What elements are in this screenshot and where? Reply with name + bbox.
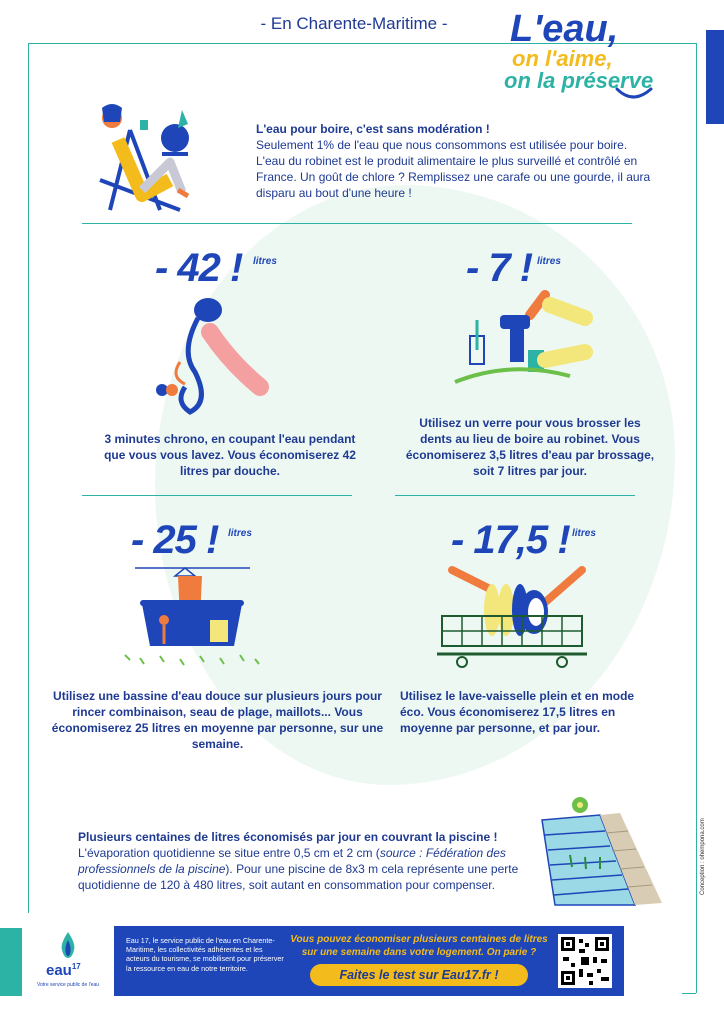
design-credit: Conception : ohempona.com bbox=[700, 818, 706, 895]
tip-3-value: - 25 ! bbox=[131, 518, 219, 562]
divider-middle-right bbox=[395, 495, 635, 496]
intro-title: L'eau pour boire, c'est sans modération ! bbox=[256, 122, 490, 136]
intro-text: Seulement 1% de l'eau que nous consommons est utilisée pour boire. L'eau du robinet est le produit alimentaire le plus surveillé et contrôlé en France. Un goût de chlore ? Remplissez une carafe ou une gourde, il aura disparu au bout d'une heure ! bbox=[256, 138, 651, 200]
eau17-logo bbox=[28, 928, 108, 994]
brand-side-bar bbox=[706, 30, 724, 124]
logo-wordmark bbox=[46, 962, 81, 979]
pool-illustration-icon bbox=[540, 795, 680, 915]
slogan bbox=[504, 8, 690, 93]
smile-swoosh-icon bbox=[615, 85, 655, 105]
eau17-test-button[interactable]: Faites le test sur Eau17.fr ! bbox=[310, 964, 528, 986]
pool-source: source : Fédération des professionnels de la piscine bbox=[78, 846, 506, 876]
tip-4-text: Utilisez le lave-vaisselle plein et en mode éco. Vous économiserez 17,5 litres en moyenne par personne, et par jour. bbox=[400, 689, 635, 735]
basin-illustration-icon bbox=[120, 560, 260, 670]
qr-code-icon bbox=[561, 937, 609, 985]
logo-tagline: Votre service public de l'eau bbox=[36, 982, 100, 988]
shower-illustration-icon bbox=[150, 292, 270, 422]
pool-section bbox=[78, 829, 548, 893]
slogan-line-3: on la préserve bbox=[504, 68, 654, 93]
frame-bottom-line bbox=[682, 993, 696, 994]
pool-text-2: ). Pour une piscine de 8x3 m cela représente une perte quotidienne de 120 à 480 litres, soit autant en consommation pour compenser. bbox=[78, 862, 519, 892]
water-drop-logo-icon bbox=[58, 930, 78, 960]
tip-1-text: 3 minutes chrono, en coupant l'eau pendant que vous vous lavez. Vous économiserez 42 litres par douche. bbox=[104, 432, 356, 478]
deckchair-illustration-icon bbox=[70, 100, 220, 220]
tip-4-unit: litres bbox=[572, 528, 596, 539]
qr-code[interactable] bbox=[558, 934, 612, 988]
tip-3-unit: litres bbox=[228, 528, 252, 539]
divider-middle-left bbox=[82, 495, 352, 496]
frame-right-line bbox=[696, 43, 697, 993]
slogan-line-1: L'eau, bbox=[510, 8, 619, 50]
tip-1-unit: litres bbox=[253, 256, 277, 267]
logo-number: 17 bbox=[71, 962, 81, 971]
tip-2-unit: litres bbox=[537, 256, 561, 267]
pool-text-1: L'évaporation quotidienne se situe entre 0,5 cm et 2 cm ( bbox=[78, 846, 380, 860]
slogan-line-2: on l'aime, bbox=[512, 46, 613, 71]
tip-4-value: - 17,5 ! bbox=[451, 518, 570, 562]
tip-2-text: Utilisez un verre pour vous brosser les dents au lieu de boire au robinet. Vous économiserez 3,5 litres d'eau par brossage, soit 7 litres par jour. bbox=[405, 416, 655, 478]
frame-left-line bbox=[28, 43, 29, 913]
tip-1-value: - 42 ! bbox=[155, 246, 243, 290]
tip-2-value: - 7 ! bbox=[466, 246, 533, 290]
pool-title: Plusieurs centaines de litres économisés par jour en couvrant la piscine ! bbox=[78, 830, 498, 844]
footer-cta: Vous pouvez économiser plusieurs centaines de litres sur une semaine dans votre logement. On parie ? bbox=[290, 934, 548, 958]
footer-accent bbox=[0, 928, 22, 996]
region-label: - En Charente-Maritime - bbox=[252, 14, 455, 33]
tooth-brushing-illustration-icon bbox=[450, 290, 590, 400]
logo-text: eau bbox=[46, 962, 72, 979]
divider-top bbox=[82, 223, 632, 224]
tip-3-text: Utilisez une bassine d'eau douce sur plusieurs jours pour rincer combinaison, seau de plage, maillots... Vous économiserez 25 litres en moyenne par personne, sur une semaine. bbox=[51, 689, 384, 751]
intro-section bbox=[256, 121, 656, 201]
footer-description: Eau 17, le service public de l'eau en Charente-Maritime, les collectivités adhérentes et les acteurs du tourisme, se mobilisent pour préserver la ressource en eau de notre territoire. bbox=[126, 936, 284, 973]
dishwasher-illustration-icon bbox=[432, 560, 592, 675]
